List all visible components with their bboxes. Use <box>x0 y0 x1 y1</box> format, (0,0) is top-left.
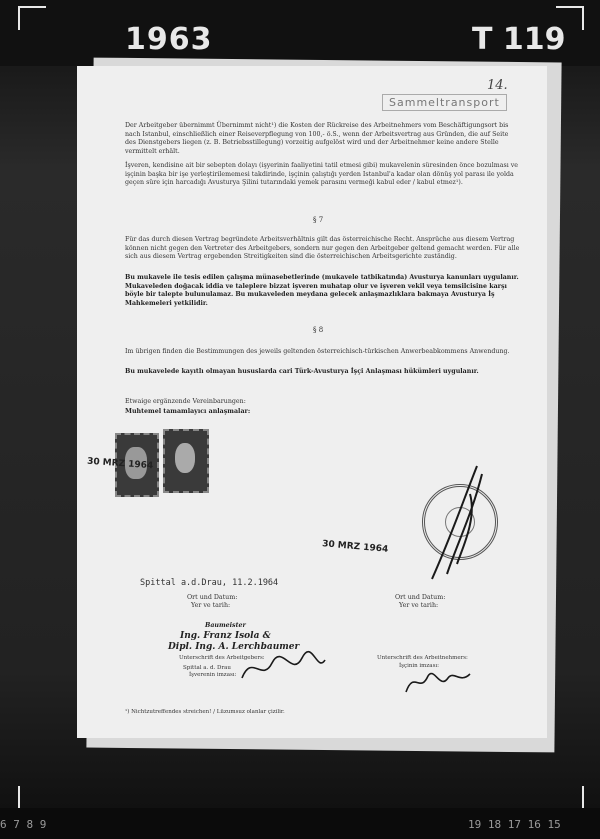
extra-agreements-label-de: Etwaige ergänzende Vereinbarungen: <box>125 398 246 405</box>
contract-page <box>77 66 547 738</box>
place-date-value: Spittal a.d.Drau, 11.2.1964 <box>140 578 279 588</box>
place-date-label-tr: Yer ve tarih: <box>191 602 231 609</box>
company-name-line-2: Dipl. Ing. A. Lerchbaumer <box>168 642 300 652</box>
transport-stamp: Sammeltransport <box>382 94 507 111</box>
company-title: Baumeister <box>205 622 246 629</box>
date-stamp: 30 MRZ 1964 <box>321 539 389 555</box>
employer-signature <box>237 648 327 688</box>
signature-stroke <box>432 466 482 579</box>
frame-corner-mark <box>18 786 46 810</box>
stamp-emblem-icon <box>175 443 195 473</box>
company-name-line-1: Ing. Franz Isola & <box>180 631 271 641</box>
section-8-text-de: Im übrigen finden die Bestimmungen des jeweils geltenden österreichisch-türkischen Anwerbeabkommens Anwendung. <box>125 348 510 355</box>
section-7-text-de: Für das durch diesen Vertrag begründete Arbeitsverhältnis gilt das österreichische Recht. Ansprüche aus diesem Vertrag können nicht gegen den Vertreter des Arbeitgebers, sondern nur gegen den Arbeitgeber geltend gemacht werden. Für alle sich aus diesem Vertrag ergebenden Streitigkeiten sind die österreichischen Arbeitsgerichte zuständig. <box>125 236 520 261</box>
revenue-stamp-2 <box>163 429 209 493</box>
employer-return-clause-tr: İşveren, kendisine ait bir sebepten dolayı (işyerinin faaliyetini tatil etmesi gibi) mukavelenin süresinden önce bozulması ve işçinin başka bir işe yerleştirilememesi takdirinde, işçinin çalıştığı yerden Istanbul'a kadar olan dönüş yol parası ile yolda geçen süre için harcadığı Avusturya Şilini tutarındaki yemek parasını vermeği kabul eder / kabul etmez¹). <box>125 162 518 187</box>
film-frame-number: T 119 <box>472 22 566 57</box>
employer-return-clause-de: Der Arbeitgeber übernimmt Übernimmt nicht¹) die Kosten der Rückreise des Arbeitnehmers vom Beschäftigungsort bis nach Istanbul, einschließlich einer Reiseverpflegung von 100,- ö.S., wenn der Arbeitsvertrag aus Gründen, die auf Seite des Dienstgebers liegen (z. B. Betriebsstillegung) vorzeitig aufgelöst wird und der Arbeitnehmer keine andere Stelle vermittelt erhält. <box>125 122 509 155</box>
signature-stroke <box>242 652 325 678</box>
place-date-label-tr-right: Yer ve tarih: <box>399 602 439 609</box>
section-7-heading: § 7 <box>313 216 324 224</box>
film-year-label: 1963 <box>125 22 213 57</box>
employee-signature <box>402 664 472 698</box>
company-address: Spittal a. d. Drau <box>183 665 231 671</box>
employee-signature-label-tr: İşçinin imzası: <box>399 663 440 669</box>
signature-scribble-1 <box>422 464 502 584</box>
footnote: ¹) Nichtzutreffendes streichen! / Lüzumsuz olanlar çizilir. <box>125 709 285 715</box>
date-stamp: 30 MRZ 1964 <box>86 456 154 472</box>
section-8-heading: § 8 <box>313 326 324 334</box>
employer-signature-label-tr: İşverenin imzası: <box>189 672 237 678</box>
section-7-text-tr: Bu mukavele ile tesis edilen çalışma münasebetlerinde (mukavele tatbikatında) Avusturya kanunları uygulanır. Mukaveleden doğacak iddia ve taleplere bizzat işveren muhatap olur ve işveren vekil veya temsilcisine karşı böyle bir talepte bulunulamaz. Bu mukaveleden meydana gelecek anlaşmazlıklara bakmaya Avusturya İş Mahkemeleri yetkilidir. <box>125 274 519 307</box>
employer-signature-label-de: Unterschrift des Arbeitgebers: <box>179 655 265 661</box>
film-edge-numbers-left: 6 7 8 9 <box>0 818 47 831</box>
extra-agreements-label-tr: Muhtemel tamamlayıcı anlaşmalar: <box>125 408 251 415</box>
employee-signature-label-de: Unterschrift des Arbeitnehmers: <box>377 655 468 661</box>
place-date-label-de-right: Ort und Datum: <box>395 594 446 601</box>
frame-corner-mark <box>556 786 584 810</box>
page-marker: 14. <box>487 78 508 93</box>
film-edge-numbers-right: 19 18 17 16 15 <box>468 818 561 831</box>
section-8-text-tr: Bu mukavelede kayıtlı olmayan hususlarda cari Türk-Avusturya İşçi Anlaşması hükümleri uygulanır. <box>125 368 479 375</box>
place-date-label-de: Ort und Datum: <box>187 594 238 601</box>
signature-stroke <box>406 673 470 692</box>
frame-corner-mark <box>18 6 46 30</box>
